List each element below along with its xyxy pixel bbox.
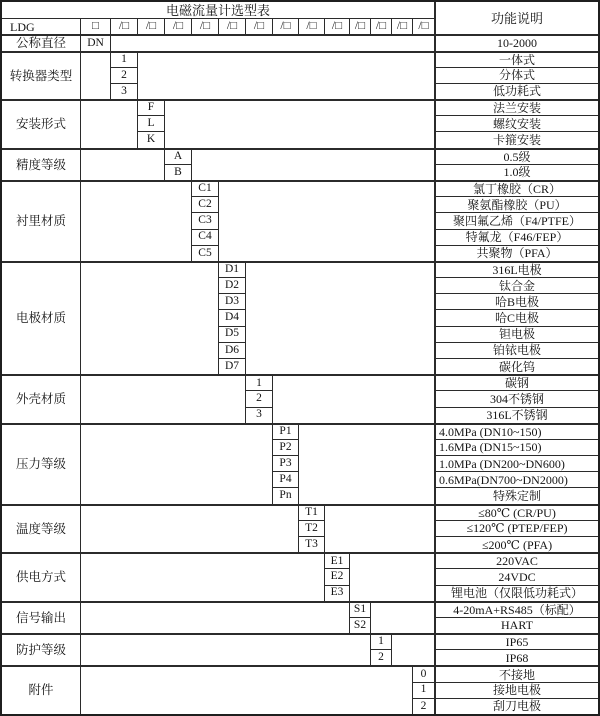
function-column-header: 功能说明 <box>434 2 598 34</box>
option-code: 1 <box>245 374 272 390</box>
model-digit-cell: /□ <box>391 18 412 34</box>
category-label: 附件 <box>2 665 80 714</box>
option-code: 2 <box>370 649 391 665</box>
model-digit-cell: /□ <box>245 18 272 34</box>
empty-gap-cell <box>80 51 110 100</box>
model-digit-cell: /□ <box>272 18 298 34</box>
option-code: A <box>164 148 191 164</box>
option-code: D7 <box>218 358 245 374</box>
empty-gap-cell <box>349 552 434 601</box>
option-code: L <box>137 115 164 131</box>
function-text: 24VDC <box>434 568 598 584</box>
function-text: 不接地 <box>434 665 598 681</box>
option-code: D2 <box>218 277 245 293</box>
category-label: 压力等级 <box>2 423 80 504</box>
option-code: D5 <box>218 326 245 342</box>
option-code: B <box>164 164 191 180</box>
category-label: 衬里材质 <box>2 180 80 261</box>
table-title: 电磁流量计选型表 <box>165 2 270 18</box>
function-text: 低功耗式 <box>434 83 598 99</box>
empty-gap-cell <box>80 148 164 180</box>
option-code: D4 <box>218 309 245 325</box>
empty-gap-cell <box>80 423 272 504</box>
empty-gap-cell <box>324 504 434 553</box>
category-label: 公称直径 <box>2 34 80 50</box>
option-code: Pn <box>272 487 298 503</box>
function-text: 刮刀电极 <box>434 698 598 714</box>
option-code: 2 <box>245 390 272 406</box>
model-digit-cell: /□ <box>137 18 164 34</box>
function-text: 聚四氟乙烯（F4/PTFE） <box>434 212 598 228</box>
option-code: E3 <box>324 585 349 601</box>
empty-gap-cell <box>80 374 245 423</box>
option-code: C5 <box>191 245 218 261</box>
function-text: 卡箍安装 <box>434 131 598 147</box>
function-text: 特氟龙（F46/FEP） <box>434 229 598 245</box>
function-text: 碳钢 <box>434 374 598 390</box>
function-text: 1.0MPa (DN200~DN600) <box>434 455 598 471</box>
option-code: 1 <box>110 51 137 67</box>
option-code: P3 <box>272 455 298 471</box>
function-text: ≤120℃ (PTEP/FEP) <box>434 520 598 536</box>
empty-gap-cell <box>80 552 324 601</box>
option-code: D1 <box>218 261 245 277</box>
function-text: 碳化钨 <box>434 358 598 374</box>
option-code: 0 <box>412 665 434 681</box>
option-code: T2 <box>298 520 324 536</box>
function-text: 1.0级 <box>434 164 598 180</box>
category-label: 精度等级 <box>2 148 80 180</box>
function-text: 接地电极 <box>434 682 598 698</box>
option-code: D6 <box>218 342 245 358</box>
model-digit-cell: /□ <box>164 18 191 34</box>
category-label: 信号输出 <box>2 601 80 633</box>
function-text: 钽电极 <box>434 326 598 342</box>
empty-gap-cell <box>80 504 298 553</box>
option-code: T1 <box>298 504 324 520</box>
empty-gap-cell <box>218 180 434 261</box>
option-code: 2 <box>110 67 137 83</box>
function-text: 氯丁橡胶（CR） <box>434 180 598 196</box>
function-text: 哈B电极 <box>434 293 598 309</box>
option-code: D3 <box>218 293 245 309</box>
function-text: 哈C电极 <box>434 309 598 325</box>
function-text: ≤80℃ (CR/PU) <box>434 504 598 520</box>
function-text: IP65 <box>434 633 598 649</box>
function-text: 特殊定制 <box>434 487 598 503</box>
empty-gap-cell <box>80 633 370 665</box>
option-code: T3 <box>298 536 324 552</box>
option-code: DN <box>80 34 110 50</box>
function-text: 4.0MPa (DN10~150) <box>434 423 598 439</box>
function-text: 0.5级 <box>434 148 598 164</box>
option-code: P1 <box>272 423 298 439</box>
option-code: P4 <box>272 471 298 487</box>
model-digit-cell: /□ <box>298 18 324 34</box>
option-code: F <box>137 99 164 115</box>
option-code: 3 <box>245 407 272 423</box>
option-code: E2 <box>324 568 349 584</box>
empty-gap-cell <box>245 261 434 374</box>
function-text: 316L不锈钢 <box>434 407 598 423</box>
empty-gap-cell <box>370 601 434 633</box>
model-digit-cell: /□ <box>191 18 218 34</box>
option-code: 1 <box>370 633 391 649</box>
empty-gap-cell <box>164 99 434 148</box>
empty-gap-cell <box>80 180 191 261</box>
function-text: 聚氨酯橡胶（PU） <box>434 196 598 212</box>
empty-gap-cell <box>80 665 412 714</box>
function-text: IP68 <box>434 649 598 665</box>
function-text: ≤200℃ (PFA) <box>434 536 598 552</box>
model-digit-cell: /□ <box>370 18 391 34</box>
option-code: P2 <box>272 439 298 455</box>
function-text: 4-20mA+RS485（标配） <box>434 601 598 617</box>
function-text: HART <box>434 617 598 633</box>
option-code: E1 <box>324 552 349 568</box>
option-code: C4 <box>191 229 218 245</box>
option-code: 2 <box>412 698 434 714</box>
function-text: 0.6MPa(DN700~DN2000) <box>434 471 598 487</box>
function-text: 铂铱电极 <box>434 342 598 358</box>
category-label: 转换器类型 <box>2 51 80 100</box>
option-code: K <box>137 131 164 147</box>
category-label: 电极材质 <box>2 261 80 374</box>
function-text: 220VAC <box>434 552 598 568</box>
function-text: 1.6MPa (DN15~150) <box>434 439 598 455</box>
option-code: C2 <box>191 196 218 212</box>
model-box-cell: □ <box>80 18 110 34</box>
category-label: 安装形式 <box>2 99 80 148</box>
empty-gap-cell <box>80 261 218 374</box>
function-text: 10-2000 <box>434 34 598 50</box>
function-text: 分体式 <box>434 67 598 83</box>
option-code: S2 <box>349 617 370 633</box>
model-digit-cell: /□ <box>110 18 137 34</box>
option-code: 3 <box>110 83 137 99</box>
function-text: 螺纹安装 <box>434 115 598 131</box>
empty-gap-cell <box>137 51 434 100</box>
function-text: 316L电极 <box>434 261 598 277</box>
option-code: C1 <box>191 180 218 196</box>
category-label: 温度等级 <box>2 504 80 553</box>
category-label: 外壳材质 <box>2 374 80 423</box>
model-digit-cell: /□ <box>218 18 245 34</box>
model-digit-cell: /□ <box>324 18 349 34</box>
empty-gap-cell <box>80 601 349 633</box>
model-digit-cell: /□ <box>412 18 434 34</box>
empty-gap-cell <box>391 633 434 665</box>
empty-gap-cell <box>110 34 434 50</box>
function-text: 锂电池（仅限低功耗式） <box>434 585 598 601</box>
option-code: C3 <box>191 212 218 228</box>
category-label: 供电方式 <box>2 552 80 601</box>
model-prefix-code: LDG <box>2 18 80 34</box>
function-text: 法兰安装 <box>434 99 598 115</box>
option-code: 1 <box>412 682 434 698</box>
model-digit-cell: /□ <box>349 18 370 34</box>
function-text: 一体式 <box>434 51 598 67</box>
function-text: 钛合金 <box>434 277 598 293</box>
empty-gap-cell <box>272 374 434 423</box>
function-text: 共聚物（PFA） <box>434 245 598 261</box>
empty-gap-cell <box>191 148 434 180</box>
option-code: S1 <box>349 601 370 617</box>
function-text: 304不锈钢 <box>434 390 598 406</box>
empty-gap-cell <box>298 423 434 504</box>
category-label: 防护等级 <box>2 633 80 665</box>
empty-gap-cell <box>80 99 137 148</box>
